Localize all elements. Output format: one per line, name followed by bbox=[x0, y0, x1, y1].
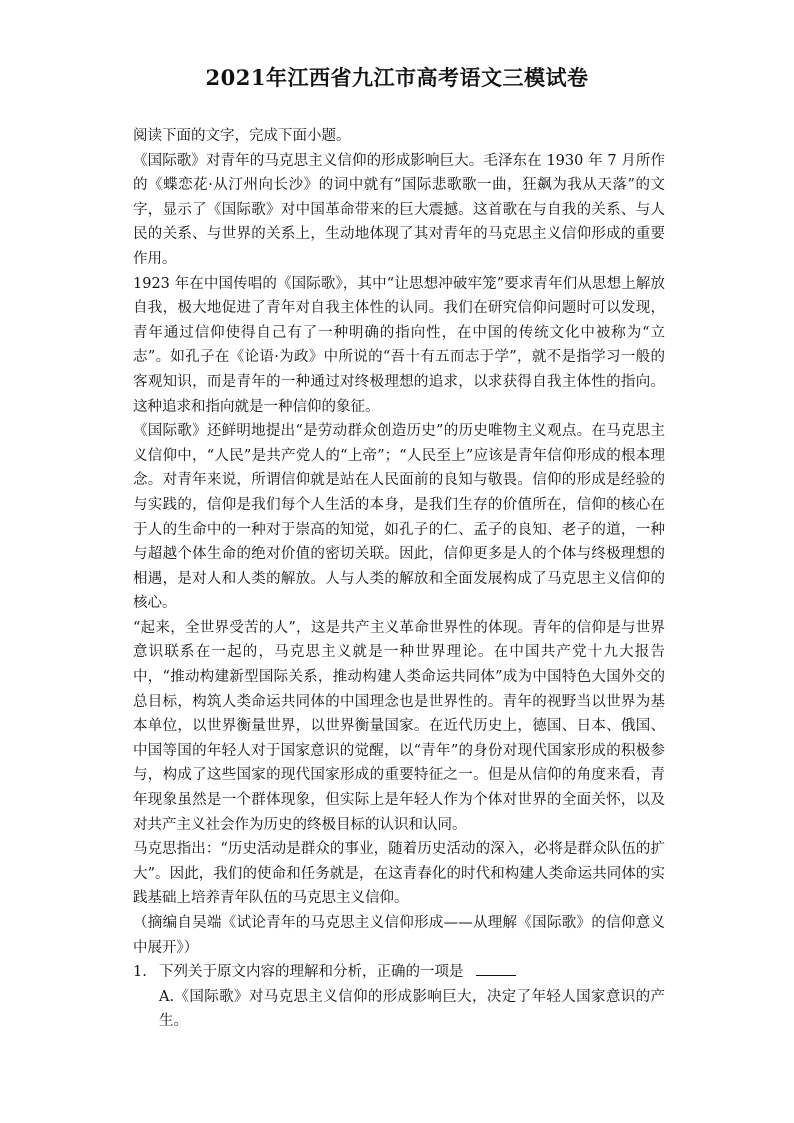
instruction-text: 阅读下面的文字，完成下面小题。 bbox=[133, 128, 351, 144]
question-1 bbox=[133, 960, 665, 985]
reading-passage bbox=[133, 124, 665, 1034]
answer-blank[interactable] bbox=[476, 961, 516, 976]
question-text: 下列关于原文内容的理解和分析，正确的一项是 bbox=[159, 964, 464, 981]
paragraph: 1923 年在中国传唱的《国际歌》，其中“让思想冲破牢笼”要求青年们从思想上解放自我，极大地促进了青年对自我主体性的认同。我们在研究信仰问题时可以发现，青年通过信仰使得自己有了一种明确的指向性，在中国的传统文化中被称为“立志”。如孔子在《论语·为政》中所说的“吾十有五而志于学”，就不是指学习一般的客观知识，而是青年的一种通过对终极理想的追求，以求获得自我主体性的指向。这种追求和指向就是一种信仰的象征。 bbox=[133, 275, 665, 415]
paragraph: 《国际歌》还鲜明地提出“是劳动群众创造历史”的历史唯物主义观点。在马克思主义信仰中，“人民”是共产党人的“上帝”；“人民至上”应该是青年信仰形成的根本理念。对青年来说，所谓信仰就是站在人民面前的良知与敬畏。信仰的形成是经验的与实践的，信仰是我们每个人生活的本身，是我们生存的价值所在，信仰的核心在于人的生命中的一种对于崇高的知觉，如孔子的仁、孟子的良知、老子的道，一种与超越个体生命的绝对价值的密切关联。因此，信仰更多是人的个体与终极理想的相遇，是对人和人类的解放。人与人类的解放和全面发展构成了马克思主义信仰的核心。 bbox=[133, 423, 665, 612]
question-number: 1. bbox=[133, 964, 147, 981]
paragraph: 《国际歌》对青年的马克思主义信仰的形成影响巨大。毛泽东在 1930 年 7 月所作的《蝶恋花·从汀州向长沙》的词中就有“国际悲歌歌一曲，狂飙为我从天落”的文字，显示了《国际歌》对中国革命带来的巨大震撼。这首歌在与自我的关系、与人民的关系、与世界的关系上，生动地体现了其对青年的马克思主义信仰形成的重要作用。 bbox=[133, 152, 665, 267]
source-citation: （摘编自吴端《试论青年的马克思主义信仰形成——从理解《国际歌》的信仰意义中展开》） bbox=[133, 915, 665, 956]
option-a: A.《国际歌》对马克思主义信仰的形成影响巨大，决定了年轻人国家意识的产生。 bbox=[159, 988, 665, 1030]
paragraph: “起来，全世界受苦的人”，这是共产主义革命世界性的体现。青年的信仰是与世界意识联系在一起的，马克思主义就是一种世界理论。在中国共产党十九大报告中，“推动构建新型国际关系，推动构建人类命运共同体”成为中国特色大国外交的总目标，构筑人类命运共同体的中国理念也是世界性的。青年的视野当以世界为基本单位，以世界衡量世界，以世界衡量国家。在近代历史上，德国、日本、俄国、中国等国的年轻人对于国家意识的觉醒，以“青年”的身份对现代国家形成的积极参与，构成了这些国家的现代国家形成的重要特征之一。但是从信仰的角度来看，青年现象虽然是一个群体现象，但实际上是年轻人作为个体对世界的全面关怀，以及对共产主义社会作为历史的终极目标的认识和认同。 bbox=[133, 619, 665, 833]
exam-title: 2021年江西省九江市高考语文三模试卷 bbox=[205, 65, 589, 90]
paragraph: 马克思指出：“历史活动是群众的事业，随着历史活动的深入，必将是群众队伍的扩大”。因此，我们的使命和任务就是，在这青春化的时代和构建人类命运共同体的实践基础上培养青年队伍的马克思主义信仰。 bbox=[133, 841, 665, 907]
